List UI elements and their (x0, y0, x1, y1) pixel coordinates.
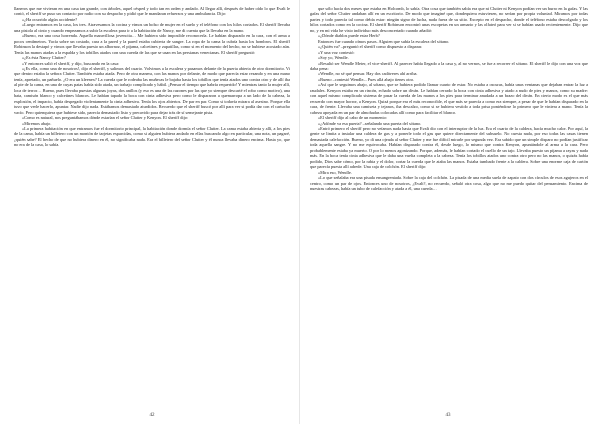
paragraph: Entonces fue cuando oímos pasos. Alguien que subía la escalera del sótano. (318, 38, 450, 44)
paragraph: »Resultó ser Wendle Meier, el vice-sheriff. Al parecer había llegado a la casa y, al no vernos, se fue a recorrer el sótano. El sheriff le dijo con una voz que daba pena: (310, 60, 588, 71)
paragraph: »Lo que señalaba era una pisada ensangrentada. Sobre la caja del colchón. La pisada de una media suela de zapato con dos círculos de esos agujeros en el centro, como un par de ojos. Entonces uno de nosotros, ¿Evalt?, no recuerdo, señaló otra cosa, algo que no me puedo quitar del pensamiento. Encima de nuestras cabezas, había un tubo de calefacción y atada a él, una cuerda… (310, 175, 588, 191)
paragraph: que sólo hacía dos meses que estaba en Holcomb, lo sabía. Otra cosa que también sabía era que ni Clutter ni Kenyon podían ver un burro en la gafas. Y las gafas del señor Clutter andaban allí en un escritorio. De modo que imaginé que, dondequiera estuviesen, no serían por propia voluntad. Miramos por todas partes y todo parecía tal como debía estar: ningún signo de lucha, nada fuera de su sitio. Excepto en el despacho, donde el teléfono estaba descolgado y los hilos cortados como en la cocina. El sheriff Robinson encontró unas escopetas en un armario y las olfateó para ver si se habían usado recientemente. Dijo que no, y en mi vida he visto individuo más desconcertado cuando añadió: (310, 6, 588, 33)
paragraph: »Y entonces salió el sheriff, y dijo, buscando en la casa: (22, 60, 120, 66)
right-page-body (310, 6, 588, 410)
paragraph: »Luego entramos en la casa, los tres. Atravesamos la cocina y vimos un bolso de mujer en el suelo y el teléfono con los hilos cortados. El sheriff llevaba una pistola al cinto y cuando empezamos a subir la escalera para ir a la habitación de Nancy, me di cuenta que la llevaba en la mano. (14, 22, 290, 33)
paragraph: »Miremos abajo. (22, 120, 52, 126)
paragraph: »Wendle, no sé qué pensar. Hay dos cadáveres ahí arriba. (318, 71, 418, 77)
paragraph: »Soy yo, Wendle. (318, 55, 349, 61)
paragraph: »El sheriff dijo al cabo de un momento: (318, 115, 388, 121)
paragraph: »¡Es ella, como una de nosotros!, dijo el sheriff, y salimos del cuarto. Volvimos a la escalera y pasamos delante de la puerta abierta de otro dormitorio. Vi que dentro estaba la señora Clutter. También estaba atada. Pero de otra manera, con las manos por delante, de modo que parecía estar rezando y en una mano tenía, apretado, un pañuelo. ¿O era un kleenex? La cuerda que le rodeaba las muñecas le bajaba hasta los tobillos que tenía atados uno contra otro y de allí iba al pie de la cama, en una de cuyas patas había sido atada, un trabajo complicado y hábil. ¡Pensar el tiempo que habría requerido! Y mientras tanto la mujer allí, loca de terror… Bueno, pues llevaba puestas algunas joyas, dos anillos (y eso es una de las razones por las que yo siempre descarté el robo como motivo), una bata, camisón blanco y calcetines blancos. Le habían tapado la boca con cinta adhesiva pero como le dispararon a quemarropa a un lado de la cabeza, la explosión, el impacto, había despegado violentamente la cinta adhesiva. Tenía los ojos abiertos. De par en par. Como si todavía mirara al asesino. Porque ella tuvo que verle hacerlo, apuntar. Nadie dijo nada. Estábamos demasiado aturdidos. Recuerdo que el sheriff buscó por allí para ver si podía dar con el cartucho vacío. Pero quienquiera que hubiese sido, parecía demasiado listo y precavido para dejar trás de sí semejante pista. (14, 65, 290, 115)
left-page-body (14, 6, 290, 410)
paragraph: »Bueno –contestó Wendle–. Pues allá abajo tienes otro. (318, 76, 415, 82)
paragraph: »¿Dónde diablos puede estar Herb? (318, 33, 380, 39)
paragraph: llaneros que me vivieran en una casa tan grande, con árboles, aquel césped y todo tan en orden y andado. Al llegar allí, después de haber oído lo que Evalt le contó, el sheriff se puso un contacto por radio con su despacho y pidió que le mandaran refuerzos y una ambulancia. Dijo: (14, 6, 290, 17)
page-number-right: 43 (445, 413, 451, 418)
paragraph: »¿Ha ocurrido algún accidente? (22, 16, 78, 22)
paragraph: »¿Quién va? –preguntó el sheriff como dispuesto a disparar. (318, 44, 423, 50)
page-number-left: 42 (149, 413, 155, 418)
paragraph: »¿Adónde va esa puerta? –señalando una puerta del sótano. (318, 120, 422, 126)
paragraph: »Como es natural, nos preguntábamos dónde estarían el señor Clutter y Kenyon. El sheriff dijo: (22, 115, 189, 121)
right-page (300, 0, 600, 424)
paragraph: »La primera habitación en que entramos fue el dormitorio principal, la habitación donde dormía el señor Clutter. La cama estaba abierta y allí, a los pies de la cama, había un billetero con un montón de tarjetas esparcidas, como si alguien hubiera andado en ellas buscando algo en particular, una nota, un pagaré, ¿quién sabe? El hecho de que no hubiera dinero en él, no significaba nada. Era el billetero del señor Clutter y él nunca llevaba dinero encima. Hasta yo, que no era de la casa, lo sabía. (14, 125, 290, 148)
paragraph: »Entró primero el sheriff pero no veíamos nada hasta que Evalt dio con el interruptor de la luz. Era el cuarto de la caldera, hacía mucho calor. Por aquí, la gente se limita a instalar una caldera de gas y a ponerle todo el gas que quiere directamente del subsuelo. No cuesta nada, por eso todas las casas tienen demasiada calefacción. Bueno, yo di una ojeada al señor Clutter y me fue difícil mirarle por segunda vez. Era sabido que un simple disparo no podían justificar toda aquella sangre. Y no me equivocaba. Habían disparado contra él, desde luego, lo mismo que contra Kenyon, apuntándole al arma a la cara. Pero probablemente estaba ya muerto. O por lo menos agonizando. Porque, además, le habían cortado el cuello de un tajo. Llevaba puesto un pijama a rayas y nada más. En la boca tenía cinta adhesiva que le daba una vuelta completa a la cabeza. Tenía los tobillos atados uno contra otro pero no las manos, o quizás había podido, Dios sabe cómo, por la rabia y el dolor, cortar la cuerda que le ataba las manos. Estaba tumbado frente a la caldera. Sobre una enorme caja de cartón que parecía puesta allí adrede. Una caja de colchón. El sheriff dijo: (310, 125, 588, 170)
paragraph: »¿Es ésta Nancy Clutter? (22, 55, 66, 61)
paragraph: »Y una voz contestó: (318, 49, 355, 55)
paragraph: »Así que le seguimos abajo, al sótano, que se hubiera podido llamar cuarto de estar. No estaba a oscuras, había unas ventanas que dejaban entrar la luz a raudales. Kenyon estaba en un rincón, echado sobre un diván. Le habían cerrado la boca con cinta adhesiva y atado a nudo de pies y manos, como su madre: con aquel mismo complicado sistema de pasar la cuerda de las manos a los pies para terminar anudada a un brazo del diván. En cierto modo es el que más recuerdo con mayor horror, a Kenyon. Quizá porque era el más reconocible, el que más se parecía a como era siempre, a pesar de que le habían disparado en la cara, de frente. Llevaba una camiseta y tejanos, iba descalzo, como si se hubiera vestido a toda prisa poniéndose lo primero que le viniera a mano. Tenía la cabeza apoyada en un par de almohadas colocadas allí como para facilitar el blanco. (310, 82, 588, 115)
paragraph: »Bueno, era una cosa horrenda. Aquella maravillosa jovencita… Me hubiera sido imposible reconocerla. Le habían disparado en la cara, con el arma a pocos centímetros. Yacía sobre un costado, cara a la pared y la pared estaba cubierta de sangre. La ropa de la cama la cubría hasta los hombros. El sheriff Robinson la destapó y vimos que llevaba puesto un albornoz, el pijama, calcetines y zapatillas, como si en el momento del hecho, no se hubiese acostado aún. Tenía las manos atadas a la espalda y los tobillos atados con una cuerda de las que se usan en las persianas venecianas. El sheriff preguntó: (14, 33, 290, 55)
paragraph: »Mira eso, Wendle. (318, 169, 352, 175)
